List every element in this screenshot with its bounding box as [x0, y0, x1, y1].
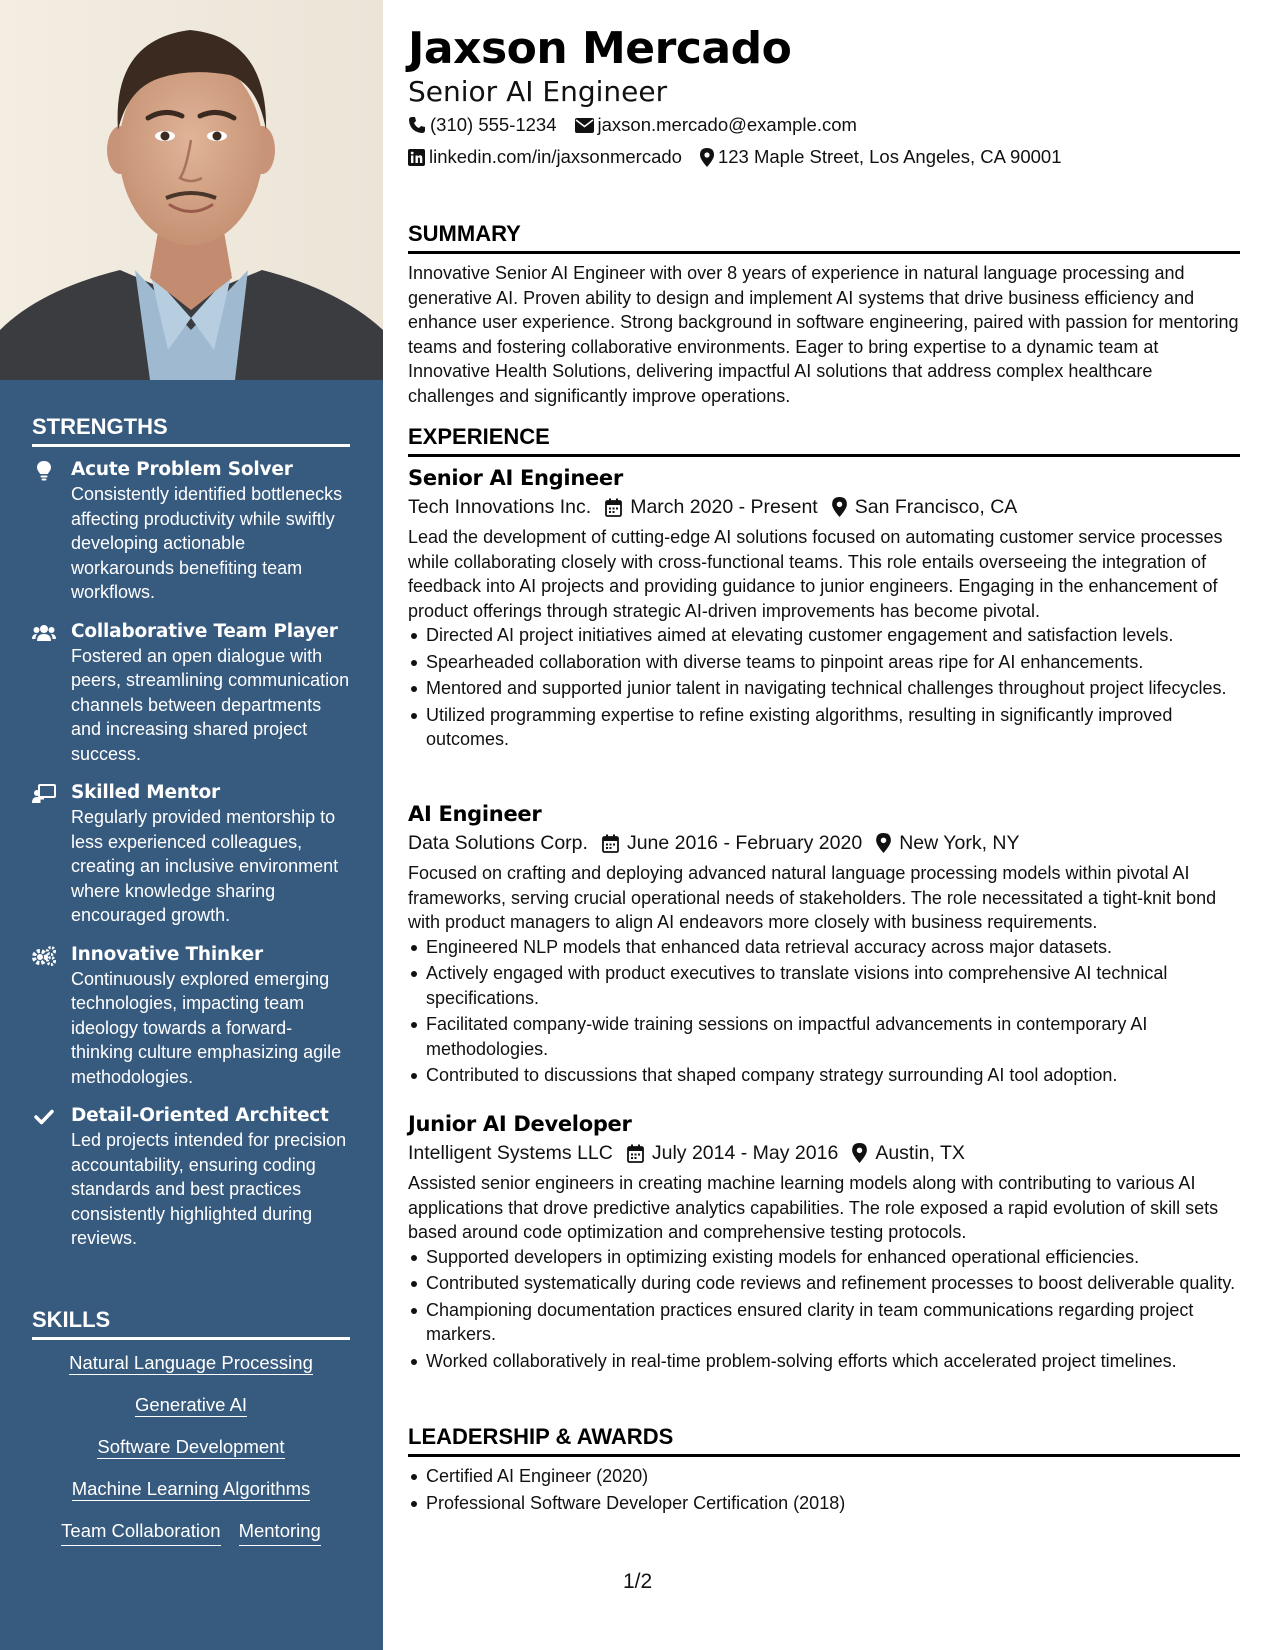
strength-desc: Regularly provided mentorship to less experienced colleagues, creating an inclusive environment where knowledge sharing encouraged growth. — [71, 807, 339, 925]
skill-row — [32, 1350, 350, 1377]
job-bullets — [408, 1245, 1240, 1374]
list-item: Spearheaded collaboration with diverse teams to pinpoint areas ripe for AI enhancements. — [408, 650, 1240, 675]
strength-item — [32, 620, 352, 767]
skill-tag: Mentoring — [239, 1518, 321, 1546]
map-pin-icon — [852, 1143, 867, 1163]
job-bullets — [408, 935, 1240, 1088]
sidebar — [0, 0, 383, 1650]
email-item — [575, 113, 857, 137]
page-number: 1/2 — [623, 1570, 653, 1593]
list-item: Certified AI Engineer (2020) — [408, 1464, 1240, 1489]
skill-tag: Generative AI — [134, 1394, 248, 1415]
list-item: Actively engaged with product executives to translate visions into comprehensive AI technical specifications. — [408, 961, 1240, 1010]
strength-item — [32, 458, 352, 605]
list-item: Contributed to discussions that shaped company strategy surrounding AI tool adoption. — [408, 1063, 1240, 1088]
calendar-icon — [627, 1144, 644, 1163]
linkedin-item — [408, 145, 682, 169]
job-company: Intelligent Systems LLC — [408, 1142, 613, 1164]
list-item: Mentored and supported junior talent in navigating technical challenges throughout project lifecycles. — [408, 676, 1240, 701]
job-meta — [408, 828, 1240, 858]
skill-tag: Natural Language Processing — [69, 1352, 313, 1373]
users-icon — [32, 623, 56, 643]
envelope-icon — [575, 118, 594, 133]
job-dates: June 2016 - February 2020 — [626, 832, 863, 854]
experience-heading: EXPERIENCE — [408, 424, 1240, 457]
map-pin-icon — [876, 833, 891, 853]
job-title: Senior AI Engineer — [408, 466, 623, 490]
job-description: Assisted senior engineers in creating machine learning models along with contributing to various AI applications that drove predictive analytics capabilities. The role exposed a rapid evolution of skill sets based around code optimization and comprehensive testing protocols. — [408, 1173, 1219, 1242]
map-pin-icon — [832, 497, 847, 517]
calendar-icon — [602, 834, 619, 853]
skill-tag: Software Development — [97, 1436, 285, 1457]
job-title: AI Engineer — [408, 802, 542, 826]
strengths-list — [32, 458, 352, 1266]
job-company: Data Solutions Corp. — [408, 832, 588, 854]
list-item: Worked collaboratively in real-time problem-solving efforts which accelerated project timelines. — [408, 1349, 1240, 1374]
summary-text: Innovative Senior AI Engineer with over 8 years of experience in natural language processing and generative AI. Proven ability to design and implement AI systems that drive business efficiency and enhance user experience. Strong background in software engineering, paired with passion for mentoring teams and fostering collaborative environments. Eager to bring expertise to a dynamic team at Innovative Health Solutions, delivering impactful AI solutions that address complex healthcare challenges and significantly improve operations. — [408, 263, 1239, 406]
candidate-name: Jaxson Mercado — [408, 23, 792, 74]
skill-row — [32, 1392, 350, 1419]
phone-text: (310) 555-1234 — [430, 114, 557, 135]
map-pin-icon — [700, 148, 714, 167]
strengths-heading: STRENGTHS — [32, 414, 350, 447]
job-entry — [408, 1110, 1240, 1375]
list-item: Facilitated company-wide training sessions on impactful advancements in contemporary AI methodologies. — [408, 1012, 1240, 1061]
list-item: Supported developers in optimizing existing models for enhanced operational efficiencies. — [408, 1245, 1240, 1270]
lightbulb-icon — [32, 461, 56, 481]
job-location: New York, NY — [899, 832, 1020, 854]
skill-row — [32, 1476, 350, 1503]
skill-row — [32, 1434, 350, 1461]
job-description: Lead the development of cutting-edge AI solutions focused on automating customer service processes while collaborating closely with cross-functional teams. This role entails overseeing the integration of feedback into AI projects and providing guidance to junior engineers. Engaging in the enhancement of product offerings through strategic AI-driven improvements has become pivotal. — [408, 527, 1223, 621]
strength-desc: Consistently identified bottlenecks affecting productivity while swiftly developing actionable workarounds benefiting team workflows. — [71, 484, 343, 602]
skill-tag: Team Collaboration — [61, 1518, 220, 1546]
awards-list — [408, 1464, 1240, 1517]
strength-title: Collaborative Team Player — [71, 620, 338, 642]
strength-title: Skilled Mentor — [71, 782, 220, 803]
strength-desc: Continuously explored emerging technologies, impacting team ideology towards a forward-thinking culture emphasizing agile methodologies. — [71, 968, 342, 1087]
job-company: Tech Innovations Inc. — [408, 496, 592, 518]
list-item: Professional Software Developer Certification (2018) — [408, 1491, 1240, 1516]
profile-photo — [0, 0, 383, 380]
strength-item — [32, 781, 352, 928]
skills-list — [32, 1350, 350, 1546]
chalkboard-teacher-icon — [32, 784, 56, 804]
address-text: 123 Maple Street, Los Angeles, CA 90001 — [717, 146, 1062, 167]
linkedin-text: linkedin.com/in/jaxsonmercado — [429, 146, 682, 167]
job-entry — [408, 464, 1240, 754]
awards-heading: LEADERSHIP & AWARDS — [408, 1424, 1240, 1457]
cogs-icon — [32, 946, 56, 966]
list-item: Directed AI project initiatives aimed at elevating customer engagement and satisfaction levels. — [408, 623, 1240, 648]
linkedin-icon — [408, 149, 425, 166]
strength-title: Innovative Thinker — [71, 943, 263, 965]
strength-desc: Led projects intended for precision accountability, ensuring coding standards and best practices consistently highlighted during reviews. — [71, 1130, 347, 1248]
contact-row — [408, 113, 875, 137]
strength-title: Acute Problem Solver — [71, 459, 293, 480]
candidate-title: Senior AI Engineer — [408, 75, 668, 108]
job-title: Junior AI Developer — [408, 1112, 632, 1136]
summary-heading: SUMMARY — [408, 221, 1240, 254]
job-dates: July 2014 - May 2016 — [651, 1142, 839, 1164]
phone-item — [408, 113, 557, 137]
strength-item — [32, 1104, 352, 1251]
contact-row — [408, 145, 1079, 169]
skills-heading: SKILLS — [32, 1307, 350, 1340]
strength-title: Detail-Oriented Architect — [71, 1105, 329, 1126]
list-item: Contributed systematically during code reviews and refinement processes to boost deliverable quality. — [408, 1271, 1240, 1296]
job-entry — [408, 800, 1240, 1090]
job-bullets — [408, 623, 1240, 752]
skill-tag: Machine Learning Algorithms — [71, 1478, 311, 1499]
list-item: Championing documentation practices ensured clarity in team communications regarding project markers. — [408, 1298, 1240, 1347]
job-meta — [408, 1138, 1240, 1168]
list-item: Engineered NLP models that enhanced data retrieval accuracy across major datasets. — [408, 935, 1240, 960]
job-dates: March 2020 - Present — [630, 496, 818, 518]
calendar-icon — [605, 498, 622, 517]
strength-desc: Fostered an open dialogue with peers, streamlining communication channels between departments and increasing shared project success. — [71, 645, 350, 764]
strength-item — [32, 943, 352, 1090]
job-meta — [408, 492, 1240, 522]
email-text: jaxson.mercado@example.com — [597, 114, 857, 135]
checkmark-icon — [32, 1107, 56, 1127]
phone-icon — [408, 116, 426, 134]
job-description: Focused on crafting and deploying advanced natural language processing models within pivotal AI frameworks, serving crucial operational needs of stakeholders. The role necessitated a tight-knit bond with product managers to align AI endeavors more closely with business requirements. — [408, 863, 1217, 932]
job-location: Austin, TX — [875, 1142, 965, 1164]
job-location: San Francisco, CA — [854, 496, 1018, 518]
list-item: Utilized programming expertise to refine existing algorithms, resulting in significantly improved outcomes. — [408, 703, 1240, 752]
address-item — [700, 145, 1062, 169]
